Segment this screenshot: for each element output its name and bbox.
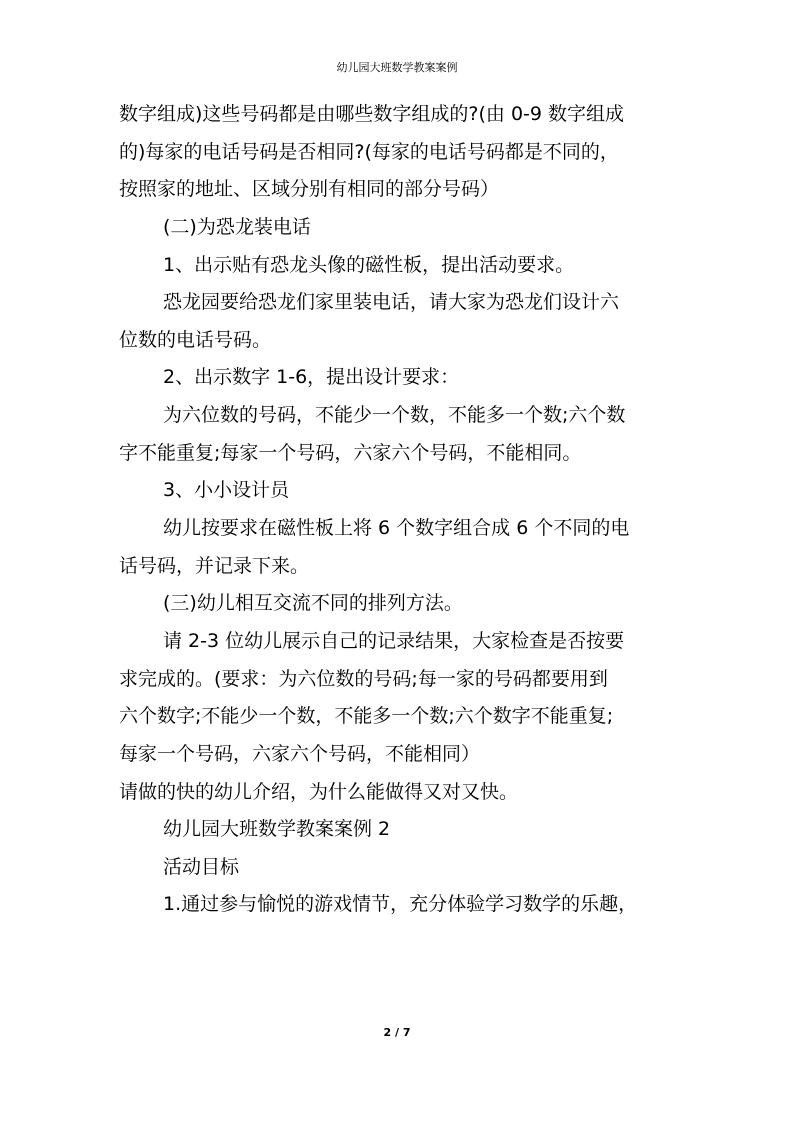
body-line: 为六位数的号码，不能少一个数，不能多一个数;六个数 [163,404,626,427]
body-line: 1、出示贴有恐龙头像的磁性板，提出活动要求。 [163,253,575,276]
body-line: 求完成的。(要求：为六位数的号码;每一家的号码都要用到 [119,667,608,690]
section-heading: (二)为恐龙装电话 [163,215,311,238]
section-heading: (三)幼儿相互交流不同的排列方法。 [163,592,463,615]
body-line: 话号码，并记录下来。 [119,554,310,577]
body-line: 字不能重复;每家一个号码，六家六个号码，不能相同。 [119,441,582,464]
body-line: 请做的快的幼儿介绍，为什么能做得又对又快。 [119,780,519,803]
page-number: 2 / 7 [383,1026,411,1039]
section-heading: 幼儿园大班数学教案案例 2 [163,818,391,841]
body-line: 请 2-3 位幼儿展示自己的记录结果，大家检查是否按要 [163,629,625,652]
document-body [119,101,693,929]
body-line: 1.通过参与愉悦的游戏情节，充分体验学习数学的乐趣， [163,893,638,916]
body-line: 2、出示数字 1-6，提出设计要求： [163,366,460,389]
body-line: 幼儿按要求在磁性板上将 6 个数字组合成 6 个不同的电 [163,517,630,540]
section-heading: 活动目标 [163,855,240,878]
body-line: 3、小小设计员 [163,479,290,502]
body-line: 按照家的地址、区域分别有相同的部分号码） [119,178,500,201]
body-line: 每家一个号码，六家六个号码，不能相同） [119,742,481,765]
body-line: 六个数字;不能少一个数，不能多一个数;六个数字不能重复; [119,705,614,728]
page-header: 幼儿园大班数学教案案例 [336,61,458,74]
body-line: 恐龙园要给恐龙们家里装电话，请大家为恐龙们设计六 [163,291,620,314]
body-line: 位数的电话号码。 [119,328,272,351]
body-line: 数字组成)这些号码都是由哪些数字组成的?(由 0-9 数字组成 [119,103,625,125]
body-line: 的)每家的电话号码是否相同?(每家的电话号码都是不同的， [119,140,619,163]
